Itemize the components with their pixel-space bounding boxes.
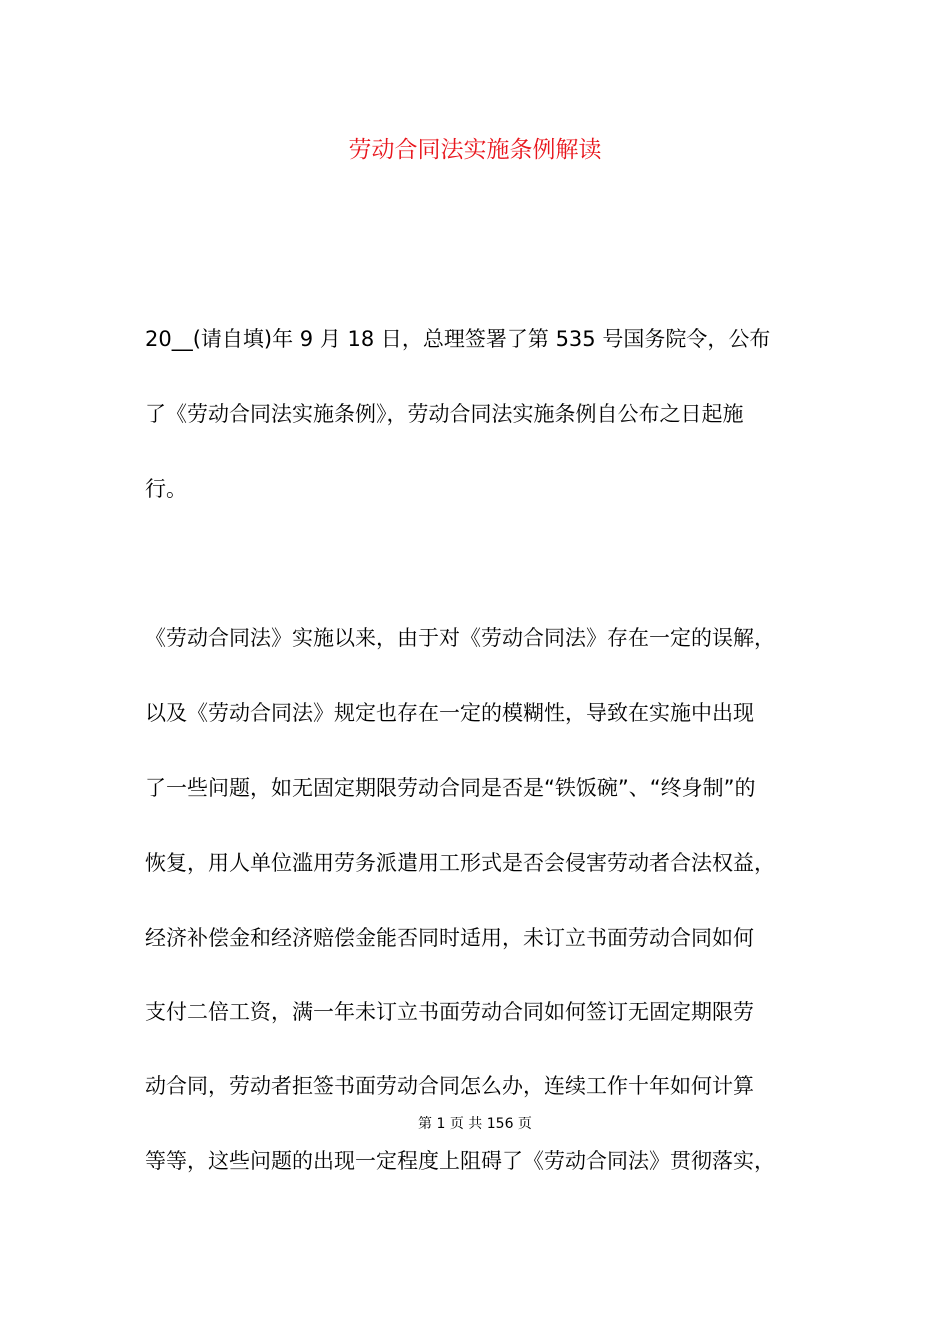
- paragraph-2-line: 支付二倍工资，满一年未订立书面劳动合同如何签订无固定期限劳: [145, 1000, 754, 1024]
- paragraph-2-line: 了一些问题，如无固定期限劳动合同是否是“铁饭碗”、“终身制”的: [145, 776, 756, 800]
- paragraph-1-line: 了《劳动合同法实施条例》，劳动合同法实施条例自公布之日起施: [145, 402, 744, 426]
- paragraph-1-line: 行。: [145, 477, 187, 501]
- paragraph-1-line: 20__(请自填)年 9 月 18 日，总理签署了第 535 号国务院令，公布: [145, 327, 771, 351]
- paragraph-2-line: 等等，这些问题的出现一定程度上阻碍了《劳动合同法》贯彻落实，: [145, 1149, 775, 1173]
- paragraph-2-line: 动合同，劳动者拒签书面劳动合同怎么办，连续工作十年如何计算: [145, 1074, 754, 1098]
- page-number-footer: 第 1 页 共 156 页: [418, 1116, 532, 1132]
- paragraph-2-line: 《劳动合同法》实施以来，由于对《劳动合同法》存在一定的误解，: [145, 626, 775, 650]
- paragraph-2-line: 经济补偿金和经济赔偿金能否同时适用，未订立书面劳动合同如何: [145, 926, 754, 950]
- document-title: 劳动合同法实施条例解读: [348, 137, 602, 163]
- paragraph-2-line: 以及《劳动合同法》规定也存在一定的模糊性，导致在实施中出现: [145, 701, 754, 725]
- paragraph-2-line: 恢复，用人单位滥用劳务派遣用工形式是否会侵害劳动者合法权益，: [145, 851, 775, 875]
